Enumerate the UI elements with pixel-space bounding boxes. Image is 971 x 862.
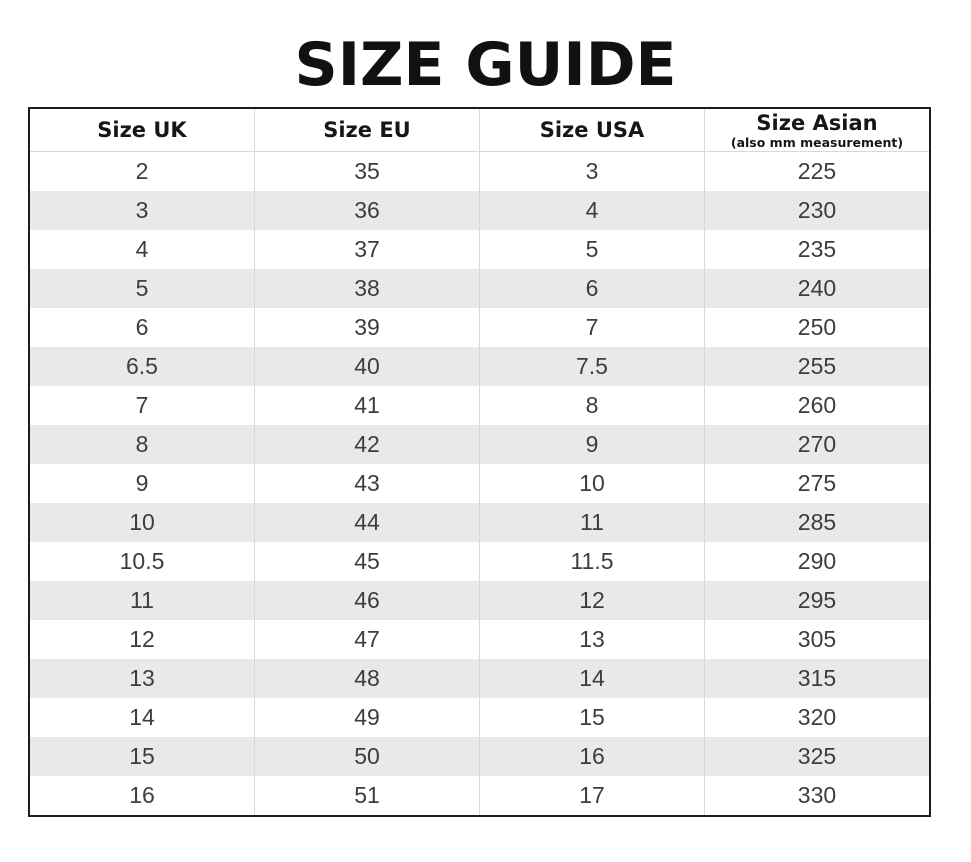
table-cell: 15: [479, 698, 704, 737]
table-cell: 10.5: [119, 548, 165, 574]
table-cell: 8: [479, 386, 704, 425]
table-cell: 36: [254, 191, 479, 230]
table-row: [29, 503, 930, 542]
table-row: [29, 776, 930, 816]
table-row: [29, 308, 930, 347]
table-cell: 40: [254, 347, 479, 386]
table-cell: 5: [135, 275, 149, 301]
table-cell: 320: [704, 698, 930, 737]
column-header-label: Size EU: [323, 117, 411, 142]
table-cell: 41: [254, 386, 479, 425]
table-cell: 295: [704, 581, 930, 620]
table-row: [29, 386, 930, 425]
table-row: [29, 698, 930, 737]
table-row: [29, 737, 930, 776]
table-cell: 6: [479, 269, 704, 308]
table-row: [29, 542, 930, 581]
table-cell: 47: [254, 620, 479, 659]
table-row: [29, 425, 930, 464]
table-cell: 10: [129, 509, 155, 535]
table-cell: 14: [479, 659, 704, 698]
table-cell: 325: [704, 737, 930, 776]
table-cell: 290: [704, 542, 930, 581]
table-cell: 255: [704, 347, 930, 386]
table-cell: 35: [254, 152, 479, 192]
table-header: [29, 108, 930, 152]
table-row: [29, 191, 930, 230]
column-header: [29, 108, 254, 152]
table-cell: 285: [704, 503, 930, 542]
table-cell: 3: [135, 197, 149, 223]
table-row: [29, 620, 930, 659]
table-cell: 225: [704, 152, 930, 192]
page-title: SIZE GUIDE: [294, 30, 677, 100]
column-header: [254, 108, 479, 152]
table-cell: 38: [254, 269, 479, 308]
table-cell: 7.5: [479, 347, 704, 386]
table-row: [29, 464, 930, 503]
table-cell: 46: [254, 581, 479, 620]
table-cell: 330: [704, 776, 930, 816]
table-row: [29, 269, 930, 308]
table-cell: 3: [479, 152, 704, 192]
table-cell: 8: [135, 431, 149, 457]
table-cell: 45: [254, 542, 479, 581]
table-row: [29, 347, 930, 386]
table-cell: 10: [479, 464, 704, 503]
column-header-label: Size USA: [539, 117, 645, 142]
table-cell: 51: [254, 776, 479, 816]
table-cell: 16: [129, 782, 155, 808]
table-cell: 235: [704, 230, 930, 269]
table-cell: 305: [704, 620, 930, 659]
table-cell: 9: [135, 470, 149, 496]
header-row: [29, 108, 930, 152]
table-cell: 37: [254, 230, 479, 269]
table-cell: 11: [479, 503, 704, 542]
table-row: [29, 581, 930, 620]
table-cell: 9: [479, 425, 704, 464]
table-cell: 14: [129, 704, 155, 730]
table-cell: 4: [479, 191, 704, 230]
table-cell: 43: [254, 464, 479, 503]
column-header-sublabel: (also mm measurement): [730, 134, 904, 150]
table-cell: 250: [704, 308, 930, 347]
table-cell: 5: [479, 230, 704, 269]
table-cell: 50: [254, 737, 479, 776]
table-cell: 230: [704, 191, 930, 230]
table-cell: 48: [254, 659, 479, 698]
table-cell: 4: [135, 236, 149, 262]
size-guide-table: [28, 107, 931, 817]
table-cell: 7: [135, 392, 149, 418]
table-row: [29, 152, 930, 192]
table-cell: 13: [129, 665, 155, 691]
table-cell: 16: [479, 737, 704, 776]
table-row: [29, 230, 930, 269]
table-cell: 270: [704, 425, 930, 464]
table-cell: 49: [254, 698, 479, 737]
table-cell: 275: [704, 464, 930, 503]
table-cell: 2: [135, 158, 149, 184]
table-cell: 39: [254, 308, 479, 347]
table-cell: 11: [130, 587, 154, 613]
table-cell: 315: [704, 659, 930, 698]
table-cell: 12: [479, 581, 704, 620]
table-cell: 15: [129, 743, 155, 769]
table-cell: 11.5: [479, 542, 704, 581]
table-cell: 44: [254, 503, 479, 542]
column-header-label: Size UK: [97, 117, 187, 142]
column-header: [704, 108, 930, 152]
column-header-label: Size Asian: [756, 110, 878, 135]
table-cell: 12: [129, 626, 155, 652]
column-header: [479, 108, 704, 152]
table-cell: 240: [704, 269, 930, 308]
table-cell: 260: [704, 386, 930, 425]
table-cell: 17: [479, 776, 704, 816]
table-cell: 7: [479, 308, 704, 347]
table-cell: 6.5: [126, 353, 158, 379]
table-cell: 6: [135, 314, 149, 340]
table-cell: 13: [479, 620, 704, 659]
table-row: [29, 659, 930, 698]
table-cell: 42: [254, 425, 479, 464]
table-body: [29, 152, 930, 817]
